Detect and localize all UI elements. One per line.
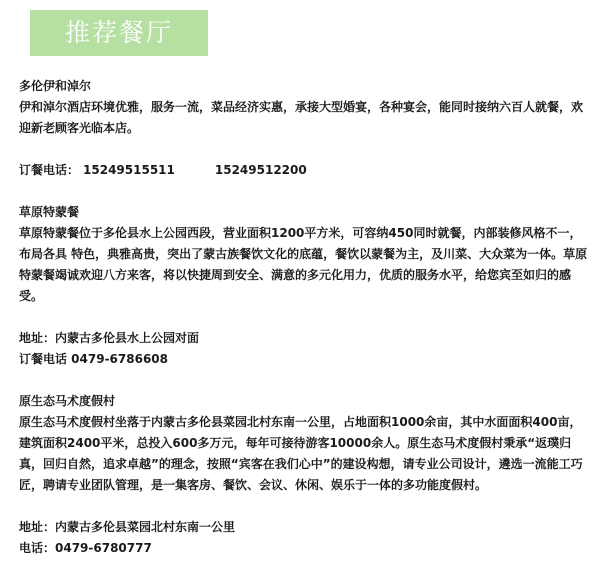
restaurant-phone: 电话：0479-6780777 bbox=[19, 541, 152, 555]
phone-number: 15249515511 bbox=[83, 163, 175, 177]
restaurant-entry bbox=[19, 391, 589, 559]
restaurant-list bbox=[19, 76, 589, 559]
restaurant-phones bbox=[19, 160, 589, 181]
restaurant-description: 原生态马术度假村坐落于内蒙古多伦县菜园北村东南一公里，占地面积1000余亩，其中水面面积400亩，建筑面积2400平米，总投入600多万元，每年可接待游客10000余人。原生态马术度假村秉承“返璞归真，回归自然，追求卓越”的理念，按照“宾客在我们心中”的建设构想，请专业公司设计，遴选一流能工巧匠，聘请专业团队管理，是一集客房、餐饮、会议、休闲、娱乐于一体的多功能度假村。 bbox=[19, 415, 583, 492]
restaurant-name: 多伦伊和淖尔 bbox=[19, 79, 92, 93]
phone-label: 订餐电话： bbox=[19, 163, 80, 177]
restaurant-address: 地址：内蒙古多伦县菜园北村东南一公里 bbox=[19, 520, 236, 534]
section-banner bbox=[30, 10, 208, 56]
restaurant-description: 草原特蒙餐位于多伦县水上公园西段，营业面积1200平方米，可容纳450同时就餐，内部装修风格不一，布局各具 特色，典雅高贵，突出了蒙古族餐饮文化的底蕴，餐饮以蒙餐为主，及川菜、大众菜为一体。草原特蒙餐竭诚欢迎八方来客，将以快捷周到安全、满意的多元化用力，优质的服务水平，给您宾至如归的感受。 bbox=[19, 226, 588, 303]
section-title: 推荐餐厅 bbox=[64, 18, 173, 47]
restaurant-address: 地址：内蒙古多伦县水上公园对面 bbox=[19, 331, 200, 345]
restaurant-description: 伊和淖尔酒店环境优雅，服务一流，菜品经济实惠，承接大型婚宴，各种宴会，能同时接纳六百人就餐，欢迎新老顾客光临本店。 bbox=[19, 100, 584, 135]
restaurant-entry bbox=[19, 202, 589, 370]
restaurant-phone: 订餐电话 0479-6786608 bbox=[19, 352, 169, 366]
restaurant-entry bbox=[19, 76, 589, 181]
restaurant-name: 草原特蒙餐 bbox=[19, 205, 80, 219]
restaurant-name: 原生态马术度假村 bbox=[19, 394, 116, 408]
phone-number: 15249512200 bbox=[214, 163, 307, 177]
